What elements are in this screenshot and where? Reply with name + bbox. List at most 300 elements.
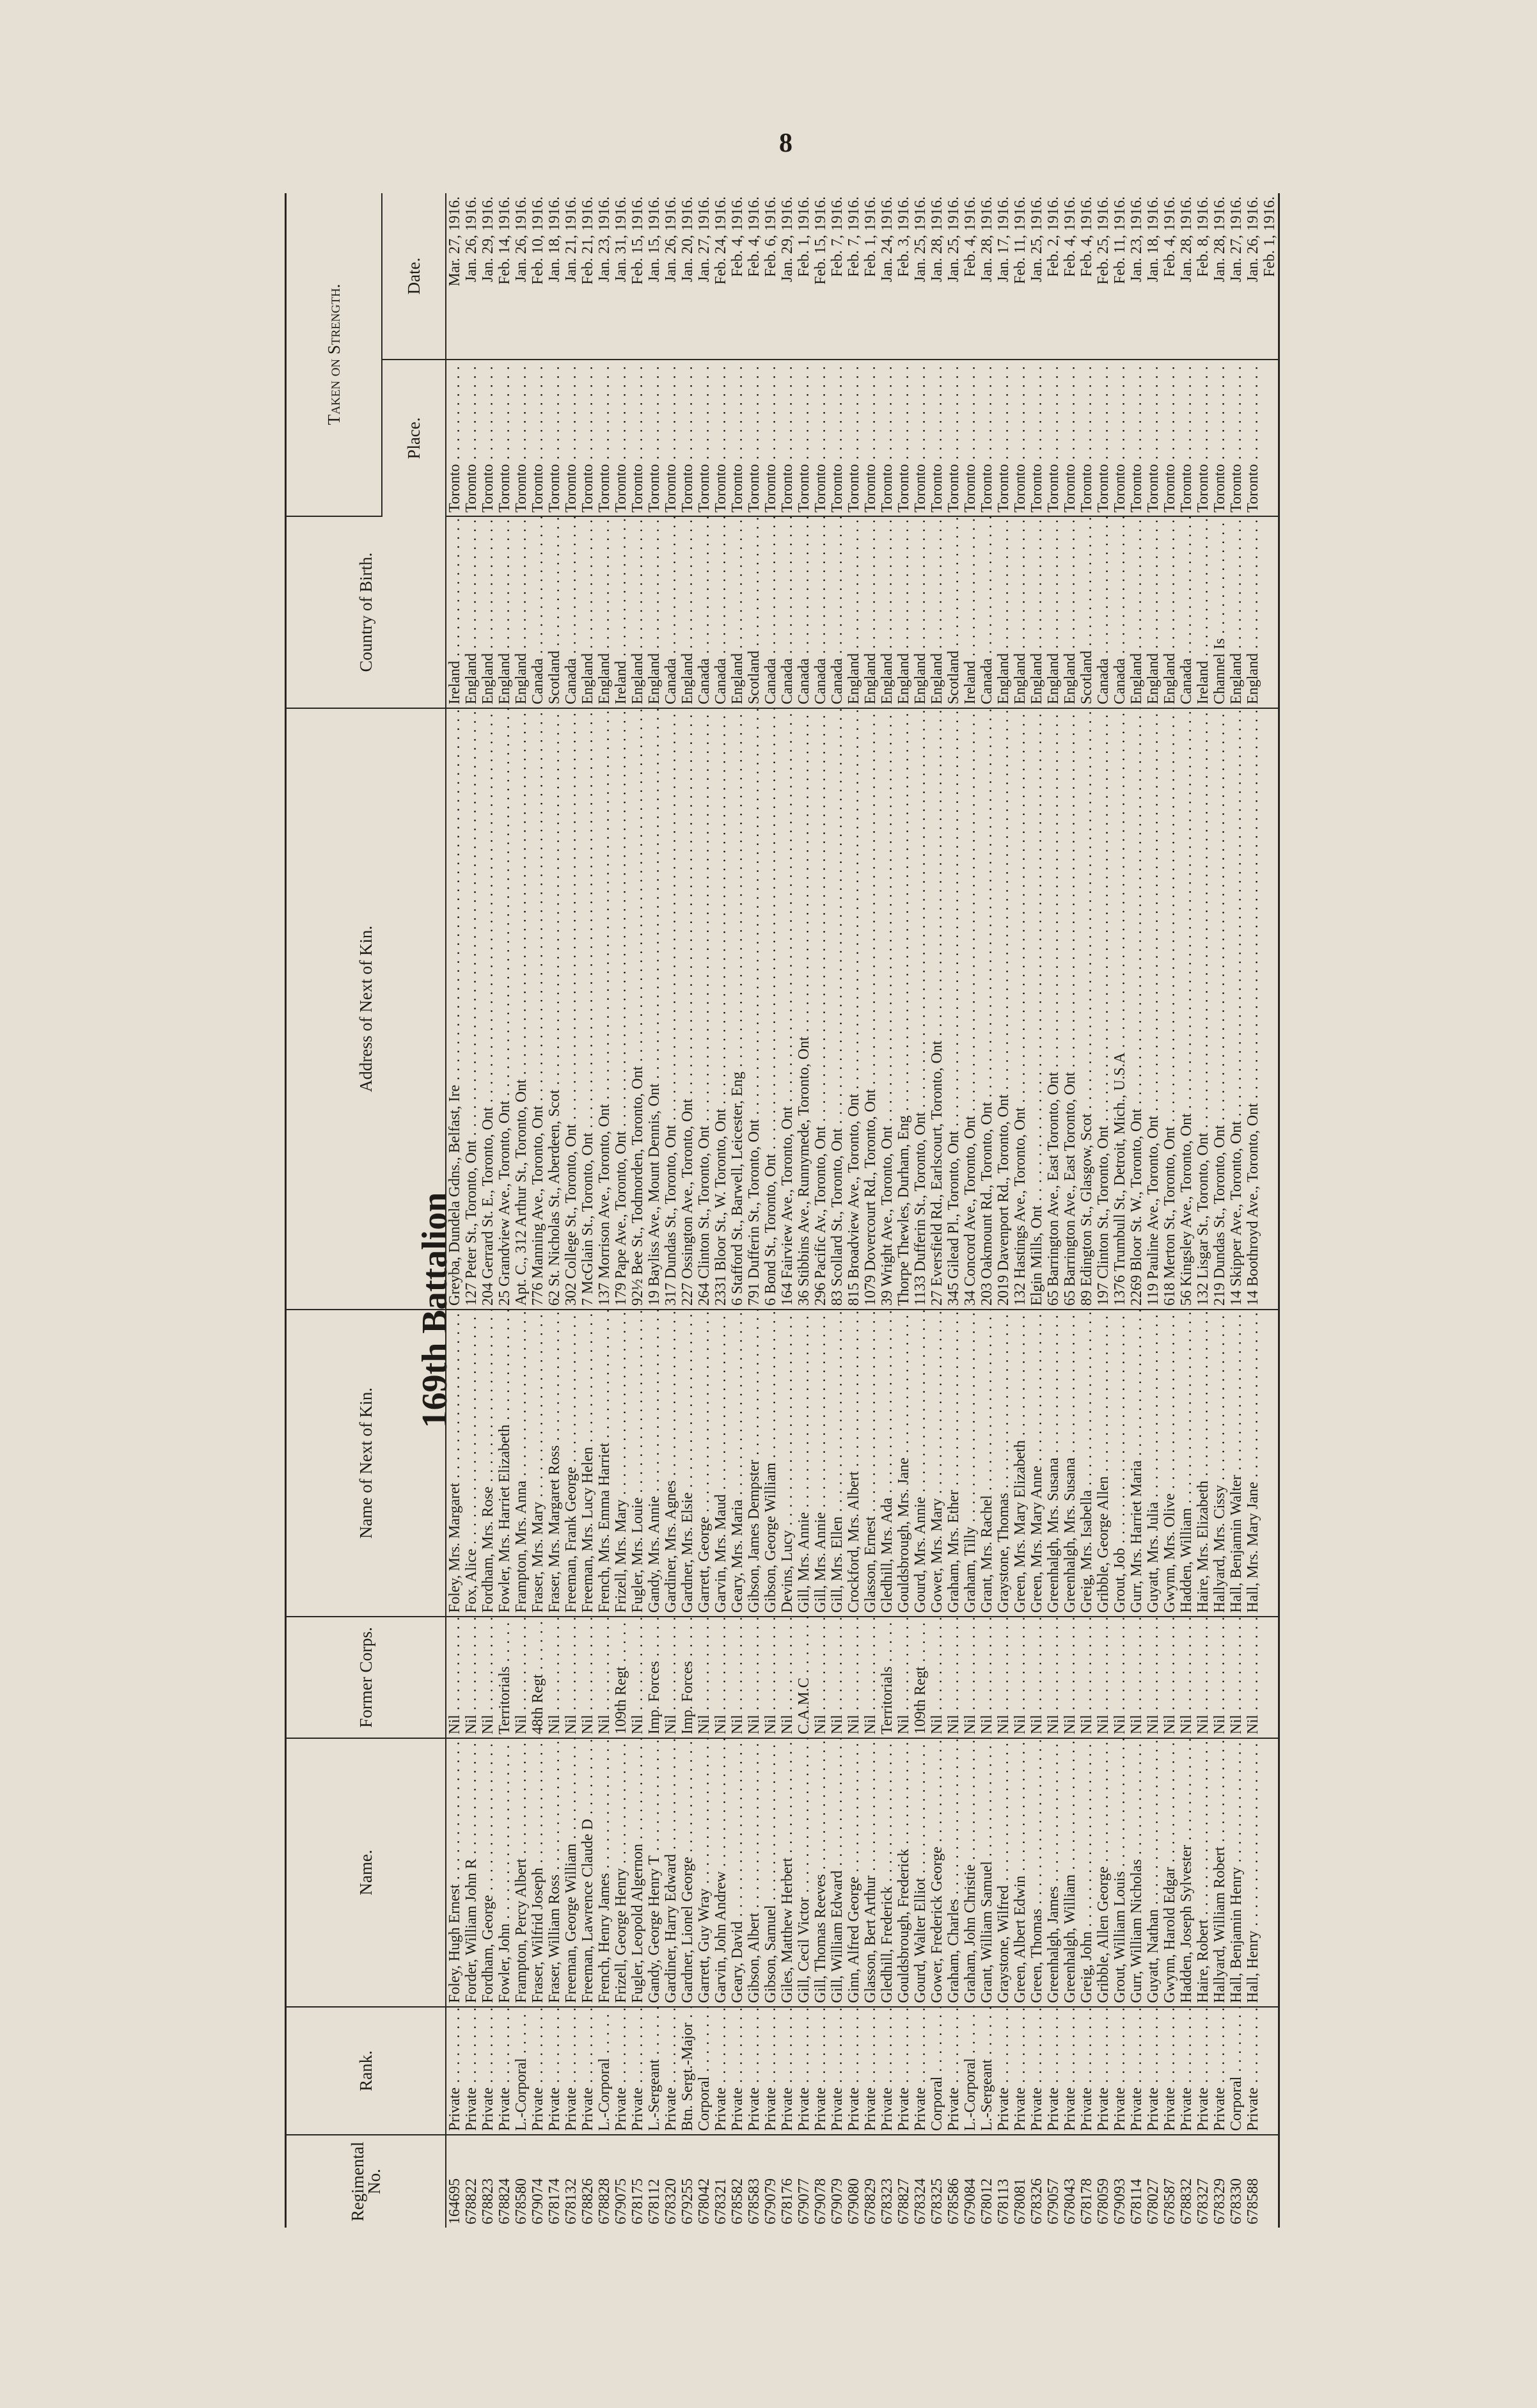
cell-name: Frampton, Percy Albert . . . (513, 1738, 530, 2007)
cell-place: Toronto . . . (895, 360, 912, 516)
cell-place: Toronto . . . (762, 360, 779, 516)
table-row (663, 193, 679, 2228)
cell-date: Feb. 4, 1916. (1062, 193, 1078, 360)
cell-kin: Garvin, Mrs. Maud . . . (713, 1310, 729, 1617)
cell-country: England . . . (579, 516, 596, 708)
cell-country: Canada . . . (713, 516, 729, 708)
cell-place: Toronto . . . (779, 360, 796, 516)
cell-country: Scotland . . . (1078, 516, 1095, 708)
cell-no: 678132 (563, 2178, 579, 2224)
cell-place: Toronto . . . (979, 360, 995, 516)
cell-name: Fraser, William Ross . . . (546, 1738, 563, 2007)
cell-country: England . . . (513, 516, 530, 708)
cell-no: 678329 (1211, 2178, 1228, 2224)
cell-name: Forder, William John R . . . (463, 1738, 480, 2007)
cell-corps: Nil . . . (1162, 1617, 1178, 1738)
cell-date: Jan. 28, 1916. (979, 193, 995, 360)
cell-date: Feb. 11, 1916. (1112, 193, 1128, 360)
cell-rank: Private . . . (530, 2007, 546, 2135)
cell-date: Jan. 18, 1916. (1145, 193, 1162, 360)
table-row (779, 193, 796, 2228)
cell-kin: Gibson, James Dempster . . . (746, 1310, 762, 1617)
cell-address: 1133 Dufferin St., Toronto, Ont . . . (912, 708, 929, 1310)
cell-name: Hall, Benjamin Henry . . . (1228, 1738, 1245, 2007)
cell-corps: Nil . . . (945, 1617, 962, 1738)
cell-rank: Private . . . (1062, 2007, 1078, 2135)
table-row (696, 193, 713, 2228)
cell-kin: Foley, Mrs. Margaret . . . (446, 1310, 463, 1617)
cell-country: Scotland . . . (546, 516, 563, 708)
cell-name: Gouldsbrough, Frederick . . . (895, 1738, 912, 2007)
cell-kin: Gill, Mrs. Annie . . . (796, 1310, 812, 1617)
cell-kin: Grant, Mrs. Rachel . . . (979, 1310, 995, 1617)
cell-country: England . . . (480, 516, 496, 708)
cell-name: Grout, William Louis . . . (1112, 1738, 1128, 2007)
cell-no: 678330 (1228, 2178, 1245, 2224)
cell-address: 264 Clinton St., Toronto, Ont . . . (696, 708, 713, 1310)
cell-name: Graham, Charles . . . (945, 1738, 962, 2007)
cell-address: 296 Pacific Av., Toronto, Ont . . . (812, 708, 829, 1310)
cell-rank: Private . . . (862, 2007, 879, 2135)
cell-corps (1261, 1617, 1279, 1738)
cell-corps: 109th Regt . . . (912, 1617, 929, 1738)
cell-date: Feb. 7, 1916. (846, 193, 862, 360)
cell-address: 6 Stafford St., Barwell, Leicester, Eng . . . (729, 708, 746, 1310)
cell-place: Toronto . . . (929, 360, 945, 516)
cell-country: Canada . . . (563, 516, 579, 708)
cell-country: Canada . . . (1112, 516, 1128, 708)
cell-place: Toronto . . . (945, 360, 962, 516)
cell-kin: Hallyard, Mrs. Cissy . . . (1211, 1310, 1228, 1617)
cell-name: Garvin, John Andrew . . . (713, 1738, 729, 2007)
cell-place: Toronto . . . (879, 360, 895, 516)
cell-rank: Private . . . (729, 2007, 746, 2135)
cell-kin: Fraser, Mrs. Margaret Ross . . . (546, 1310, 563, 1617)
cell-rank: Private . . . (496, 2007, 513, 2135)
cell-corps: 48th Regt . . . (530, 1617, 546, 1738)
cell-place: Toronto . . . (696, 360, 713, 516)
table-row (1228, 193, 1245, 2228)
cell-country: England . . . (1145, 516, 1162, 708)
cell-address: 34 Concord Ave., Toronto, Ont . . . (962, 708, 979, 1310)
cell-no: 678175 (629, 2178, 646, 2224)
header-name: Name. (286, 1738, 446, 2007)
cell-rank: Private . . . (546, 2007, 563, 2135)
cell-date: Feb. 15, 1916. (629, 193, 646, 360)
cell-date: Feb. 7, 1916. (829, 193, 846, 360)
cell-kin: Gardner, Mrs. Elsie . . . (679, 1310, 696, 1617)
cell-address: 65 Barrington Ave., East Toronto, Ont . . . (1045, 708, 1062, 1310)
cell-date: Jan. 23, 1916. (1128, 193, 1145, 360)
cell-country: England . . . (929, 516, 945, 708)
cell-corps: Nil . . . (995, 1617, 1012, 1738)
cell-no: 678113 (995, 2178, 1012, 2224)
cell-no: 678176 (779, 2178, 796, 2224)
cell-date: Jan. 15, 1916. (646, 193, 663, 360)
table-row (1178, 193, 1195, 2228)
cell-corps: Nil . . . (1178, 1617, 1195, 1738)
cell-name: Gardner, Lionel George . . . (679, 1738, 696, 2007)
table-row (480, 193, 496, 2228)
cell-kin: Graham, Mrs. Ether . . . (945, 1310, 962, 1617)
cell-name: Gill, Cecil Victor . . . (796, 1738, 812, 2007)
cell-date: Jan. 25, 1916. (1029, 193, 1045, 360)
cell-place: Toronto . . . (646, 360, 663, 516)
cell-date: Feb. 2, 1916. (1045, 193, 1062, 360)
cell-corps: Nil . . . (663, 1617, 679, 1738)
cell-kin: Gledhill, Mrs. Ada . . . (879, 1310, 895, 1617)
table-row (530, 193, 546, 2228)
cell-rank: Private . . . (812, 2007, 829, 2135)
cell-rank: Corporal . . . (696, 2007, 713, 2135)
cell-place: Toronto . . . (812, 360, 829, 516)
cell-no: 679077 (796, 2178, 812, 2224)
cell-rank: Private . . . (779, 2007, 796, 2135)
cell-address: 197 Clinton St., Toronto, Ont . . . (1095, 708, 1112, 1310)
cell-kin: Crockford, Mrs. Albert . . . (846, 1310, 862, 1617)
cell-country: Canada . . . (796, 516, 812, 708)
cell-corps: Nil . . . (812, 1617, 829, 1738)
cell-place: Toronto . . . (1228, 360, 1245, 516)
cell-kin (1261, 1310, 1279, 1617)
cell-address: 14 Skipper Ave., Toronto, Ont . . . (1228, 708, 1245, 1310)
cell-name: Green, Thomas . . . (1029, 1738, 1045, 2007)
cell-name: Freeman, George William . . . (563, 1738, 579, 2007)
cell-place: Toronto . . . (563, 360, 579, 516)
cell-address: Apt. C., 312 Arthur St., Toronto, Ont . . . (513, 708, 530, 1310)
cell-no: 678081 (1012, 2178, 1029, 2224)
cell-corps: Nil . . . (1095, 1617, 1112, 1738)
cell-name: Foley, Hugh Ernest . . . (446, 1738, 463, 2007)
cell-kin: Freeman, Frank George . . . (563, 1310, 579, 1617)
header-next-of-kin-name: Name of Next of Kin. (286, 1310, 446, 1617)
cell-date: Jan. 29, 1916. (480, 193, 496, 360)
cell-no: 678059 (1095, 2178, 1112, 2224)
cell-address: 127 Peter St., Toronto, Ont . . . (463, 708, 480, 1310)
cell-kin: Grout, Job . . . (1112, 1310, 1128, 1617)
table-row (1029, 193, 1045, 2228)
cell-rank: Private . . . (1145, 2007, 1162, 2135)
cell-corps: Nil . . . (862, 1617, 879, 1738)
cell-kin: Greig, Mrs. Isabella . . . (1078, 1310, 1095, 1617)
cell-country: England . . . (995, 516, 1012, 708)
cell-address: 14 Boothroyd Ave., Toronto, Ont . . . (1245, 708, 1261, 1310)
table-row (1145, 193, 1162, 2228)
cell-rank: Private . . . (945, 2007, 962, 2135)
table-row (1195, 193, 1211, 2228)
table-row (513, 193, 530, 2228)
cell-name: Hallyard, William Robert . . . (1211, 1738, 1228, 2007)
cell-address: 19 Bayliss Ave., Mount Dennis, Ont . . . (646, 708, 663, 1310)
table-row (596, 193, 613, 2228)
cell-kin: Gardiner, Mrs. Agnes . . . (663, 1310, 679, 1617)
table-row (1261, 193, 1279, 2228)
cell-address: 776 Manning Ave., Toronto, Ont . . . (530, 708, 546, 1310)
cell-date: Feb. 21, 1916. (579, 193, 596, 360)
cell-place: Toronto . . . (463, 360, 480, 516)
cell-no: 678826 (579, 2178, 596, 2224)
cell-rank: Private . . . (613, 2007, 629, 2135)
cell-rank: Private . . . (1078, 2007, 1095, 2135)
cell-no: 678583 (746, 2178, 762, 2224)
nominal-roll-table (285, 193, 1280, 2228)
cell-date: Jan. 31, 1916. (613, 193, 629, 360)
cell-corps: C.A.M.C . . . (796, 1617, 812, 1738)
cell-address: 1079 Dovercourt Rd., Toronto, Ont . . . (862, 708, 879, 1310)
cell-place (1261, 360, 1279, 516)
cell-place: Toronto . . . (679, 360, 696, 516)
cell-rank: Private . . . (446, 2007, 463, 2135)
cell-rank: Corporal . . . (929, 2007, 945, 2135)
cell-place: Toronto . . . (1112, 360, 1128, 516)
cell-country: England . . . (879, 516, 895, 708)
table-row (995, 193, 1012, 2228)
cell-kin: Gower, Mrs. Mary . . . (929, 1310, 945, 1617)
cell-country: Channel Is . . . (1211, 516, 1228, 708)
cell-country: England . . . (1045, 516, 1062, 708)
cell-kin: Frampton, Mrs. Anna . . . (513, 1310, 530, 1617)
cell-country: Scotland . . . (945, 516, 962, 708)
cell-country: England . . . (1245, 516, 1261, 708)
cell-country: England . . . (895, 516, 912, 708)
table-row (945, 193, 962, 2228)
cell-place: Toronto . . . (1029, 360, 1045, 516)
cell-rank: Private . . . (480, 2007, 496, 2135)
cell-rank: Private . . . (579, 2007, 596, 2135)
roll-table-rotated (285, 193, 1410, 2228)
table-row (446, 193, 463, 2228)
cell-corps: Nil . . . (846, 1617, 862, 1738)
cell-date: Jan. 26, 1916. (513, 193, 530, 360)
cell-name: French, Henry James . . . (596, 1738, 613, 2007)
cell-rank: Private . . . (762, 2007, 779, 2135)
cell-name: Giles, Matthew Herbert . . . (779, 1738, 796, 2007)
cell-name: Fugler, Leopold Algernon . . . (629, 1738, 646, 2007)
cell-place: Toronto . . . (1062, 360, 1078, 516)
cell-corps: Nil . . . (713, 1617, 729, 1738)
cell-country: England . . . (862, 516, 879, 708)
cell-corps: Nil . . . (1128, 1617, 1145, 1738)
cell-kin: Fox, Alice . . . (463, 1310, 480, 1617)
cell-date: Feb. 25, 1916. (1095, 193, 1112, 360)
cell-date: Mar. 27, 1916. (446, 193, 463, 360)
cell-no: 678823 (480, 2178, 496, 2224)
cell-country: England . . . (729, 516, 746, 708)
cell-corps: Nil . . . (962, 1617, 979, 1738)
cell-no: 678324 (912, 2178, 929, 2224)
cell-address: 1376 Trumbull St., Detroit, Mich., U.S.A . . . (1112, 708, 1128, 1310)
cell-corps: Nil . . . (696, 1617, 713, 1738)
cell-corps: Territorials . . . (879, 1617, 895, 1738)
cell-name: Graham, John Christie . . . (962, 1738, 979, 2007)
cell-rank: Private . . . (796, 2007, 812, 2135)
cell-address: 227 Ossington Ave., Toronto, Ont . . . (679, 708, 696, 1310)
table-row (929, 193, 945, 2228)
cell-name: Gourd, Walter Elliot . . . (912, 1738, 929, 2007)
cell-country: Canada . . . (530, 516, 546, 708)
cell-no: 678582 (729, 2178, 746, 2224)
cell-name: Greig, John . . . (1078, 1738, 1095, 2007)
cell-address: 2269 Bloor St. W., Toronto, Ont . . . (1128, 708, 1145, 1310)
cell-corps: Nil . . . (1211, 1617, 1228, 1738)
cell-address: Thorpe Thewles, Durham, Eng . . . (895, 708, 912, 1310)
cell-address: 791 Dufferin St., Toronto, Ont . . . (746, 708, 762, 1310)
cell-kin: Gill, Mrs. Ellen . . . (829, 1310, 846, 1617)
cell-corps: Nil . . . (629, 1617, 646, 1738)
cell-address: 65 Barrington Ave., East Toronto, Ont . . . (1062, 708, 1078, 1310)
cell-date: Jan. 21, 1916. (563, 193, 579, 360)
cell-rank: Private . . . (1162, 2007, 1178, 2135)
cell-no (1261, 2135, 1279, 2228)
cell-country: England . . . (629, 516, 646, 708)
header-date: Date. (382, 193, 446, 360)
roll-body (446, 193, 1279, 2228)
table-row (613, 193, 629, 2228)
cell-rank: Private . . . (846, 2007, 862, 2135)
table-row (1245, 193, 1261, 2228)
cell-place: Toronto . . . (1078, 360, 1095, 516)
cell-rank: Private . . . (1245, 2007, 1261, 2135)
cell-country: Ireland . . . (613, 516, 629, 708)
header-rank: Rank. (286, 2007, 446, 2135)
header-next-of-kin-address: Address of Next of Kin. (286, 708, 446, 1310)
cell-no: 679074 (530, 2178, 546, 2224)
cell-address: 317 Dundas St., Toronto, Ont . . . (663, 708, 679, 1310)
cell-corps: Nil . . . (446, 1617, 463, 1738)
table-row (546, 193, 563, 2228)
cell-rank: Private . . . (1029, 2007, 1045, 2135)
cell-address: 204 Gerrard St. E., Toronto, Ont . . . (480, 708, 496, 1310)
cell-country: Canada . . . (663, 516, 679, 708)
cell-corps: Nil . . . (762, 1617, 779, 1738)
cell-address: 92½ Bee St., Todmorden, Toronto, Ont . . . (629, 708, 646, 1310)
cell-country: England . . . (646, 516, 663, 708)
cell-rank: Private . . . (995, 2007, 1012, 2135)
cell-corps: Nil . . . (1245, 1617, 1261, 1738)
cell-place: Toronto . . . (1211, 360, 1228, 516)
cell-date: Jan. 29, 1916. (779, 193, 796, 360)
cell-corps: Nil . . . (579, 1617, 596, 1738)
cell-date: Jan. 24, 1916. (879, 193, 895, 360)
cell-no: 678832 (1178, 2178, 1195, 2224)
cell-no: 679075 (613, 2178, 629, 2224)
cell-no: 678178 (1078, 2178, 1095, 2224)
cell-kin: Fraser, Mrs. Mary . . . (530, 1310, 546, 1617)
table-row (729, 193, 746, 2228)
cell-address: 137 Morrison Ave., Toronto, Ont . . . (596, 708, 613, 1310)
cell-place: Toronto . . . (629, 360, 646, 516)
cell-country: England . . . (1162, 516, 1178, 708)
cell-corps: 109th Regt . . . (613, 1617, 629, 1738)
cell-rank: Btn. Sergt.-Major . . . (679, 2007, 696, 2135)
cell-rank: Private . . . (1045, 2007, 1062, 2135)
cell-country: England . . . (1012, 516, 1029, 708)
cell-no: 679255 (679, 2178, 696, 2224)
cell-place: Toronto . . . (1178, 360, 1195, 516)
cell-kin: Hadden, William . . . (1178, 1310, 1195, 1617)
cell-kin: Fordham, Mrs. Rose . . . (480, 1310, 496, 1617)
table-row (1112, 193, 1128, 2228)
cell-date: Feb. 6, 1916. (762, 193, 779, 360)
cell-corps: Nil . . . (1062, 1617, 1078, 1738)
cell-place: Toronto . . . (796, 360, 812, 516)
page-number: 8 (779, 129, 792, 158)
cell-address: Elgin Mills, Ont . . . (1029, 708, 1045, 1310)
cell-kin: Greenhalgh, Mrs. Susana . . . (1045, 1310, 1062, 1617)
cell-date: Feb. 10, 1916. (530, 193, 546, 360)
cell-date: Feb. 15, 1916. (812, 193, 829, 360)
cell-corps: Nil . . . (463, 1617, 480, 1738)
page-title: 169th Battalion (415, 1192, 455, 1429)
cell-place: Toronto . . . (1045, 360, 1062, 516)
table-row (1012, 193, 1029, 2228)
cell-no: 678580 (513, 2178, 530, 2224)
cell-address: 119 Pauline Ave., Toronto, Ont . . . (1145, 708, 1162, 1310)
cell-no: 679057 (1045, 2178, 1062, 2224)
cell-date: Feb. 1, 1916. (862, 193, 879, 360)
cell-corps: Nil . . . (729, 1617, 746, 1738)
cell-address: 179 Pape Ave., Toronto, Ont . . . (613, 708, 629, 1310)
header-former-corps: Former Corps. (286, 1617, 446, 1738)
table-row (812, 193, 829, 2228)
cell-place: Toronto . . . (862, 360, 879, 516)
cell-no: 678829 (862, 2178, 879, 2224)
cell-kin: Gill, Mrs. Annie . . . (812, 1310, 829, 1617)
cell-kin: Graystone, Thomas . . . (995, 1310, 1012, 1617)
cell-date: Feb. 4, 1916. (746, 193, 762, 360)
cell-name: Gibson, Samuel . . . (762, 1738, 779, 2007)
table-row (646, 193, 663, 2228)
table-row (895, 193, 912, 2228)
cell-country: Canada . . . (762, 516, 779, 708)
cell-no: 678327 (1195, 2178, 1211, 2224)
cell-place: Toronto . . . (496, 360, 513, 516)
table-row (879, 193, 895, 2228)
table-row (1095, 193, 1112, 2228)
cell-corps: Nil . . . (1029, 1617, 1045, 1738)
table-row (579, 193, 596, 2228)
cell-place: Toronto . . . (912, 360, 929, 516)
cell-date: Jan. 28, 1916. (1178, 193, 1195, 360)
cell-rank: Private . . . (829, 2007, 846, 2135)
cell-no: 679079 (762, 2178, 779, 2224)
cell-kin: Gandy, Mrs. Annie . . . (646, 1310, 663, 1617)
cell-address: 164 Fairview Ave., Toronto, Ont . . . (779, 708, 796, 1310)
cell-corps: Nil . . . (829, 1617, 846, 1738)
cell-no: 678822 (463, 2178, 480, 2224)
cell-rank: Private . . . (563, 2007, 579, 2135)
table-row (1128, 193, 1145, 2228)
table-row (979, 193, 995, 2228)
cell-name: Gardiner, Harry Edward . . . (663, 1738, 679, 2007)
cell-address: 132 Lisgar St., Toronto, Ont . . . (1195, 708, 1211, 1310)
table-row (629, 193, 646, 2228)
cell-corps: Nil . . . (979, 1617, 995, 1738)
cell-kin: Freeman, Mrs. Lucy Helen . . . (579, 1310, 596, 1617)
cell-rank: Private . . . (1178, 2007, 1195, 2135)
cell-country: England . . . (912, 516, 929, 708)
cell-rank: Private . . . (746, 2007, 762, 2135)
cell-country (1261, 516, 1279, 708)
cell-name: Fraser, Wilfrid Joseph . . . (530, 1738, 546, 2007)
cell-kin: Glasson, Ernest . . . (862, 1310, 879, 1617)
cell-no: 678588 (1245, 2178, 1261, 2224)
cell-corps: Nil . . . (1195, 1617, 1211, 1738)
cell-address: 2019 Davenport Rd., Toronto, Ont . . . (995, 708, 1012, 1310)
cell-no: 678012 (979, 2178, 995, 2224)
cell-address (1261, 708, 1279, 1310)
cell-place: Toronto . . . (1128, 360, 1145, 516)
